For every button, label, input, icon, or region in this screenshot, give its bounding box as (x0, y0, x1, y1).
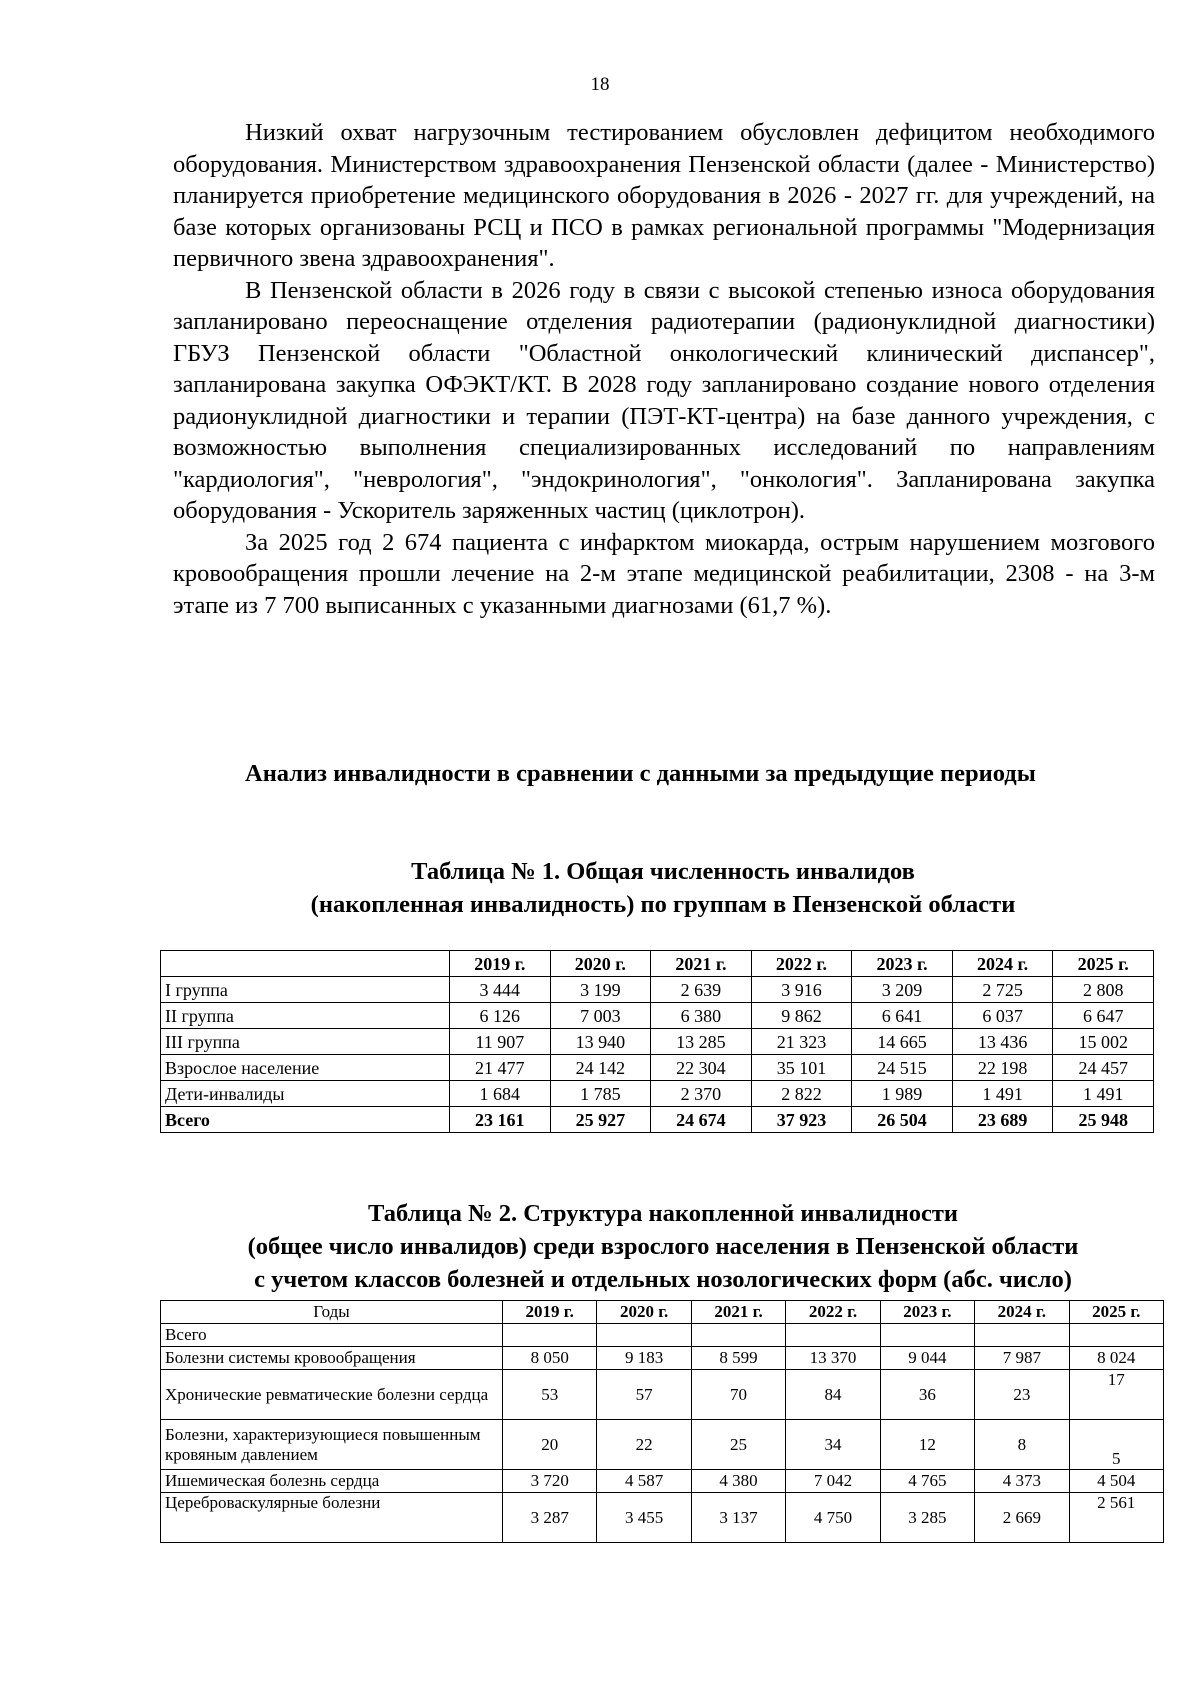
table-cell: 15 002 (1053, 1029, 1154, 1055)
table-cell: 34 (786, 1420, 880, 1470)
table-cell: 4 373 (975, 1470, 1069, 1493)
table-cell: 4 380 (691, 1470, 785, 1493)
table-cell: 6 647 (1053, 1003, 1154, 1029)
table-cell: 9 183 (597, 1347, 691, 1370)
table-cell: 2 561 (1069, 1493, 1163, 1543)
table-row (161, 1003, 1154, 1029)
table-cell: 22 (597, 1420, 691, 1470)
row-label: Всего (161, 1324, 503, 1347)
table-cell: 1 989 (852, 1081, 953, 1107)
row-label: I группа (161, 977, 450, 1003)
table-cell: 20 (503, 1420, 597, 1470)
table2-header-cell: 2024 г. (975, 1301, 1069, 1324)
table1-header-cell: 2023 г. (852, 951, 953, 977)
table-cell: 4 504 (1069, 1470, 1163, 1493)
row-label: Болезни, характеризующиеся повышенным кровяным давлением (161, 1420, 503, 1470)
table-cell: 4 587 (597, 1470, 691, 1493)
table-cell: 70 (691, 1370, 785, 1420)
table-cell: 14 665 (852, 1029, 953, 1055)
table-cell (975, 1324, 1069, 1347)
table1-title-line: (накопленная инвалидность) по группам в Пензенской области (310, 891, 1016, 918)
table-cell: 26 504 (852, 1107, 953, 1133)
table-row (161, 1347, 1164, 1370)
table-cell: 12 (880, 1420, 974, 1470)
table-cell: 4 750 (786, 1493, 880, 1543)
table1-header-cell: 2020 г. (550, 951, 651, 977)
paragraph: Низкий охват нагрузочным тестированием обусловлен дефицитом необходимого оборудования. Министерством здравоохранения Пензенской области (далее - Министерство) планируется приобретение медицинского оборудования в 2026 - 2027 гг. для учреждений, на базе которых организованы РСЦ и ПСО в рамках региональной программы "Модернизация первичного звена здравоохранения". (173, 119, 1155, 272)
table-cell: 3 916 (751, 977, 852, 1003)
paragraph: За 2025 год 2 674 пациента с инфарктом миокарда, острым нарушением мозгового кровообращения прошли лечение на 2-м этапе медицинской реабилитации, 2308 - на 3-м этапе из 7 700 выписанных с указанными диагнозами (61,7 %). (173, 528, 1155, 619)
table-cell: 1 491 (1053, 1081, 1154, 1107)
table-cell: 3 455 (597, 1493, 691, 1543)
table1-header-cell: 2021 г. (651, 951, 752, 977)
table1-header-cell: 2019 г. (450, 951, 551, 977)
row-label: III группа (161, 1029, 450, 1055)
table-cell: 1 684 (450, 1081, 551, 1107)
table-cell: 8 599 (691, 1347, 785, 1370)
table2-title-line: Таблица № 2. Структура накопленной инвалидности (368, 1200, 958, 1227)
table-cell: 25 927 (550, 1107, 651, 1133)
row-label: Всего (161, 1107, 450, 1133)
section-heading: Анализ инвалидности в сравнении с данными за предыдущие периоды (245, 760, 1036, 787)
table2-header-cell: Годы (161, 1301, 503, 1324)
row-label: Ишемическая болезнь сердца (161, 1470, 503, 1493)
table2-header-cell: 2019 г. (503, 1301, 597, 1324)
page-number: 18 (590, 74, 610, 95)
table-cell: 25 (691, 1420, 785, 1470)
table2-title (160, 1197, 1166, 1296)
table-cell: 7 987 (975, 1347, 1069, 1370)
table-cell: 3 285 (880, 1493, 974, 1543)
table-cell: 37 923 (751, 1107, 852, 1133)
table-cell: 13 370 (786, 1347, 880, 1370)
table1-header-cell: 2022 г. (751, 951, 852, 977)
table-cell: 1 785 (550, 1081, 651, 1107)
row-label: II группа (161, 1003, 450, 1029)
body-text (173, 117, 1155, 621)
row-label: Взрослое население (161, 1055, 450, 1081)
table1-title-line: Таблица № 1. Общая численность инвалидов (411, 858, 915, 885)
table-cell: 9 862 (751, 1003, 852, 1029)
table-cell: 24 142 (550, 1055, 651, 1081)
table-cell: 23 (975, 1370, 1069, 1420)
table2-header-cell: 2021 г. (691, 1301, 785, 1324)
table-cell: 3 720 (503, 1470, 597, 1493)
table-row (161, 977, 1154, 1003)
table-cell (691, 1324, 785, 1347)
table-cell: 3 199 (550, 977, 651, 1003)
table-row (161, 1081, 1154, 1107)
table-cell: 6 037 (952, 1003, 1053, 1029)
table-cell: 2 822 (751, 1081, 852, 1107)
table-cell: 13 285 (651, 1029, 752, 1055)
table-cell: 8 024 (1069, 1347, 1163, 1370)
table2-header-row (161, 1301, 1164, 1324)
table-cell: 23 689 (952, 1107, 1053, 1133)
table-cell (880, 1324, 974, 1347)
table-total-row (161, 1107, 1154, 1133)
table-cell: 2 370 (651, 1081, 752, 1107)
table-row (161, 1055, 1154, 1081)
table2-header-cell: 2023 г. (880, 1301, 974, 1324)
table-cell: 35 101 (751, 1055, 852, 1081)
table-cell: 5 (1069, 1420, 1163, 1470)
table-cell: 84 (786, 1370, 880, 1420)
table-cell: 1 491 (952, 1081, 1053, 1107)
table1-header-row (161, 951, 1154, 977)
table1-header-cell: 2025 г. (1053, 951, 1154, 977)
table-cell: 24 457 (1053, 1055, 1154, 1081)
table1-title (160, 855, 1166, 921)
row-label: Хронические ревматические болезни сердца (161, 1370, 503, 1420)
table2-title-line: с учетом классов болезней и отдельных нозологических форм (абс. число) (254, 1266, 1072, 1293)
table-cell (597, 1324, 691, 1347)
table-cell: 2 669 (975, 1493, 1069, 1543)
table-cell: 11 907 (450, 1029, 551, 1055)
table-cell: 24 515 (852, 1055, 953, 1081)
table-cell: 6 641 (852, 1003, 953, 1029)
table2-header-cell: 2020 г. (597, 1301, 691, 1324)
table1-header-cell (161, 951, 450, 977)
table-cell: 3 137 (691, 1493, 785, 1543)
table-cell: 17 (1069, 1370, 1163, 1420)
table-cell: 22 198 (952, 1055, 1053, 1081)
table-cell: 8 050 (503, 1347, 597, 1370)
row-label: Дети-инвалиды (161, 1081, 450, 1107)
table-cell: 57 (597, 1370, 691, 1420)
table-cell: 3 287 (503, 1493, 597, 1543)
table-cell: 2 725 (952, 977, 1053, 1003)
row-label: Цереброваскулярные болезни (161, 1493, 503, 1543)
table1-header-cell: 2024 г. (952, 951, 1053, 977)
table2-title-line: (общее число инвалидов) среди взрослого населения в Пензенской области (247, 1233, 1079, 1260)
table2 (160, 1300, 1164, 1543)
table-cell: 23 161 (450, 1107, 551, 1133)
table-row (161, 1370, 1164, 1420)
table-cell: 7 042 (786, 1470, 880, 1493)
table-cell: 21 323 (751, 1029, 852, 1055)
table-cell: 6 126 (450, 1003, 551, 1029)
table-cell: 36 (880, 1370, 974, 1420)
table-cell: 6 380 (651, 1003, 752, 1029)
table-cell: 21 477 (450, 1055, 551, 1081)
table-cell (503, 1324, 597, 1347)
table-cell: 13 940 (550, 1029, 651, 1055)
table-cell: 13 436 (952, 1029, 1053, 1055)
table-row (161, 1420, 1164, 1470)
table-cell: 3 209 (852, 977, 953, 1003)
table-cell: 2 808 (1053, 977, 1154, 1003)
table-cell: 53 (503, 1370, 597, 1420)
table-row (161, 1324, 1164, 1347)
table-cell: 2 639 (651, 977, 752, 1003)
table-cell: 4 765 (880, 1470, 974, 1493)
table-row (161, 1470, 1164, 1493)
table-row (161, 1029, 1154, 1055)
paragraph: В Пензенской области в 2026 году в связи с высокой степенью износа оборудования запланировано переоснащение отделения радиотерапии (радионуклидной диагностики) ГБУЗ Пензенской области "Областной онкологический клинический диспансер", запланирована закупка ОФЭКТ/КТ. В 2028 году запланировано создание нового отделения радионуклидной диагностики и терапии (ПЭТ-КТ-центра) на базе данного учреждения, с возможностью выполнения специализированных исследований по направлениям "кардиология", "неврология", "эндокринология", "онкология". Запланирована закупка оборудования - Ускоритель заряженных частиц (циклотрон). (173, 276, 1155, 524)
table-cell: 7 003 (550, 1003, 651, 1029)
table-cell: 3 444 (450, 977, 551, 1003)
table-cell (786, 1324, 880, 1347)
table2-header-cell: 2022 г. (786, 1301, 880, 1324)
table1 (160, 950, 1154, 1133)
table-cell: 8 (975, 1420, 1069, 1470)
table-cell: 24 674 (651, 1107, 752, 1133)
table-cell (1069, 1324, 1163, 1347)
table2-header-cell: 2025 г. (1069, 1301, 1163, 1324)
row-label: Болезни системы кровообращения (161, 1347, 503, 1370)
table-cell: 25 948 (1053, 1107, 1154, 1133)
table-cell: 9 044 (880, 1347, 974, 1370)
table-cell: 22 304 (651, 1055, 752, 1081)
table-row (161, 1493, 1164, 1543)
